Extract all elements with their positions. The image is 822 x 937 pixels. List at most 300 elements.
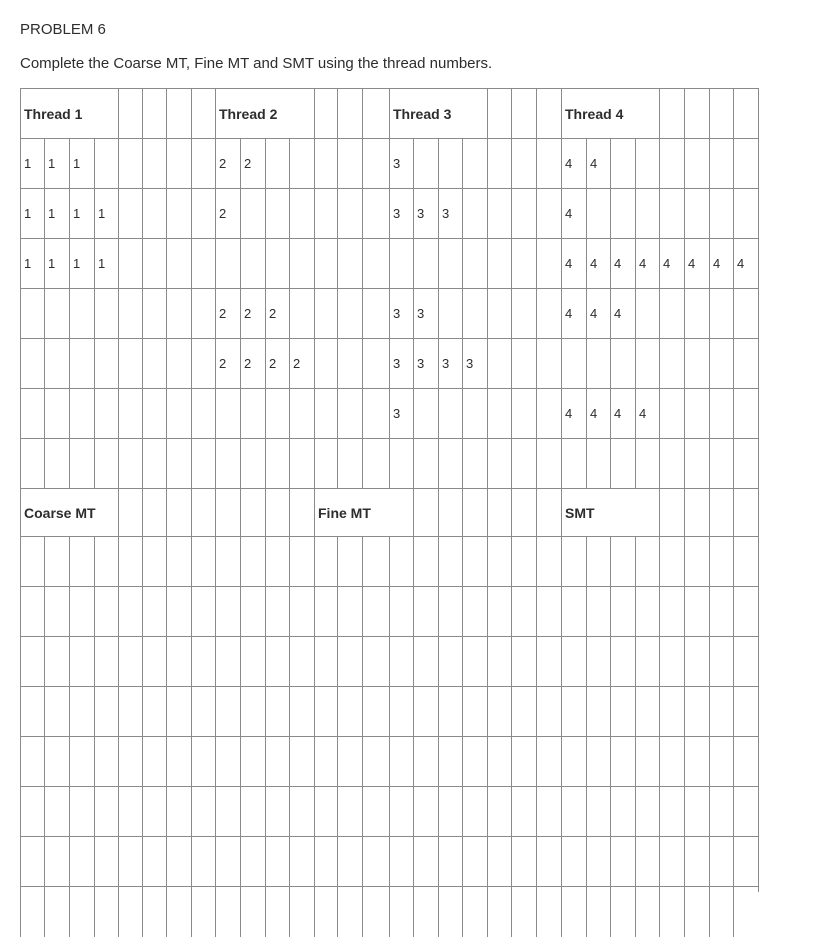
thread-number: 1 (73, 156, 81, 171)
answer-cell[interactable] (487, 686, 512, 737)
answer-cell[interactable] (314, 836, 338, 887)
answer-cell[interactable] (166, 836, 192, 887)
table-cell (289, 338, 315, 389)
answer-cell[interactable] (94, 636, 119, 687)
answer-cell[interactable] (289, 736, 315, 787)
table-cell (487, 338, 512, 389)
answer-cell[interactable] (314, 736, 338, 787)
answer-cell[interactable] (733, 836, 759, 887)
answer-cell[interactable] (610, 586, 636, 637)
answer-cell[interactable] (69, 786, 95, 837)
answer-cell[interactable] (289, 686, 315, 737)
answer-cell[interactable] (337, 736, 363, 787)
answer-cell[interactable] (69, 736, 95, 787)
table-cell (487, 388, 512, 439)
table-cell (438, 338, 463, 389)
answer-cell[interactable] (536, 786, 562, 837)
answer-cell[interactable] (265, 686, 290, 737)
answer-cell[interactable] (337, 686, 363, 737)
answer-cell[interactable] (215, 786, 241, 837)
answer-cell[interactable] (362, 836, 390, 887)
answer-cell[interactable] (684, 586, 710, 637)
answer-cell[interactable] (240, 786, 266, 837)
answer-cell[interactable] (536, 686, 562, 737)
thread-number: 2 (219, 356, 227, 371)
table-cell (94, 138, 119, 189)
answer-cell[interactable] (536, 736, 562, 787)
answer-cell[interactable] (142, 786, 167, 837)
answer-cell[interactable] (362, 786, 390, 837)
answer-cell[interactable] (289, 836, 315, 887)
answer-cell[interactable] (166, 586, 192, 637)
answer-cell[interactable] (511, 836, 537, 887)
table-cell (413, 438, 439, 489)
answer-cell[interactable] (511, 586, 537, 637)
table-cell (511, 188, 537, 239)
answer-cell[interactable] (166, 636, 192, 687)
answer-cell[interactable] (314, 586, 338, 637)
header-label: Thread 1 (24, 106, 83, 122)
answer-cell[interactable] (314, 536, 338, 587)
answer-cell[interactable] (462, 586, 488, 637)
answer-cell[interactable] (684, 636, 710, 687)
table-cell (733, 188, 759, 239)
answer-cell[interactable] (709, 786, 734, 837)
answer-cell[interactable] (438, 636, 463, 687)
answer-cell[interactable] (142, 686, 167, 737)
answer-cell[interactable] (684, 786, 710, 837)
answer-cell[interactable] (240, 836, 266, 887)
answer-cell[interactable] (118, 836, 143, 887)
answer-cell[interactable] (413, 536, 439, 587)
answer-cell[interactable] (289, 586, 315, 637)
answer-cell[interactable] (215, 886, 241, 937)
answer-cell[interactable] (20, 736, 45, 787)
answer-cell[interactable] (511, 536, 537, 587)
answer-cell[interactable] (413, 836, 439, 887)
table-cell (389, 188, 414, 239)
answer-cell[interactable] (142, 836, 167, 887)
answer-cell[interactable] (191, 586, 216, 637)
thread-number: 4 (663, 256, 671, 271)
answer-cell[interactable] (94, 836, 119, 887)
grid-cell (659, 488, 685, 537)
answer-cell[interactable] (215, 836, 241, 887)
answer-cell[interactable] (265, 586, 290, 637)
answer-cell[interactable] (362, 586, 390, 637)
answer-cell[interactable] (389, 686, 414, 737)
answer-cell[interactable] (610, 836, 636, 887)
answer-cell[interactable] (94, 536, 119, 587)
answer-cell[interactable] (142, 636, 167, 687)
answer-cell[interactable] (462, 886, 488, 937)
answer-cell[interactable] (191, 736, 216, 787)
table-cell (337, 438, 363, 489)
table-cell (487, 288, 512, 339)
answer-cell[interactable] (142, 886, 167, 937)
answer-cell[interactable] (561, 736, 587, 787)
answer-cell[interactable] (240, 686, 266, 737)
answer-cell[interactable] (586, 636, 611, 687)
table-cell (191, 138, 216, 189)
answer-cell[interactable] (586, 536, 611, 587)
answer-cell[interactable] (462, 686, 488, 737)
thread-number: 1 (48, 256, 56, 271)
answer-cell[interactable] (487, 736, 512, 787)
answer-cell[interactable] (265, 836, 290, 887)
answer-cell[interactable] (215, 636, 241, 687)
answer-cell[interactable] (362, 886, 390, 937)
answer-cell[interactable] (635, 686, 660, 737)
table-cell (142, 388, 167, 439)
table-cell (733, 238, 759, 289)
answer-cell[interactable] (118, 886, 143, 937)
answer-cell[interactable] (561, 786, 587, 837)
header-label: Thread 3 (393, 106, 452, 122)
answer-cell[interactable] (191, 686, 216, 737)
table-cell (118, 238, 143, 289)
answer-cell[interactable] (20, 686, 45, 737)
table-cell (684, 188, 710, 239)
answer-cell[interactable] (635, 786, 660, 837)
grid-cell (191, 88, 216, 139)
answer-cell[interactable] (487, 886, 512, 937)
thread-number: 2 (219, 306, 227, 321)
answer-cell[interactable] (635, 536, 660, 587)
answer-cell[interactable] (635, 836, 660, 887)
answer-cell[interactable] (561, 686, 587, 737)
answer-cell[interactable] (215, 686, 241, 737)
answer-cell[interactable] (265, 886, 290, 937)
answer-cell[interactable] (265, 636, 290, 687)
answer-cell[interactable] (118, 736, 143, 787)
answer-cell[interactable] (191, 886, 216, 937)
answer-cell[interactable] (413, 586, 439, 637)
table-cell (240, 438, 266, 489)
answer-cell[interactable] (362, 636, 390, 687)
answer-cell[interactable] (240, 736, 266, 787)
answer-cell[interactable] (362, 686, 390, 737)
answer-cell[interactable] (20, 586, 45, 637)
table-cell (511, 388, 537, 439)
answer-cell[interactable] (191, 836, 216, 887)
thread-number: 3 (442, 356, 450, 371)
answer-cell[interactable] (20, 886, 45, 937)
answer-cell[interactable] (20, 636, 45, 687)
answer-cell[interactable] (635, 586, 660, 637)
answer-cell[interactable] (413, 686, 439, 737)
answer-cell[interactable] (709, 736, 734, 787)
answer-cell[interactable] (659, 836, 685, 887)
answer-cell[interactable] (438, 736, 463, 787)
answer-cell[interactable] (586, 736, 611, 787)
answer-cell[interactable] (389, 786, 414, 837)
answer-cell[interactable] (215, 736, 241, 787)
table-cell (20, 238, 45, 289)
answer-cell[interactable] (289, 636, 315, 687)
answer-cell[interactable] (20, 836, 45, 887)
answer-cell[interactable] (20, 786, 45, 837)
answer-cell[interactable] (462, 836, 488, 887)
answer-cell[interactable] (659, 786, 685, 837)
answer-cell[interactable] (438, 686, 463, 737)
table-cell (142, 138, 167, 189)
thread-number: 2 (269, 306, 277, 321)
answer-cell[interactable] (191, 536, 216, 587)
answer-cell[interactable] (684, 836, 710, 887)
table-cell (314, 338, 338, 389)
answer-cell[interactable] (44, 836, 70, 887)
answer-cell[interactable] (610, 686, 636, 737)
answer-cell[interactable] (487, 586, 512, 637)
answer-cell[interactable] (191, 786, 216, 837)
answer-cell[interactable] (314, 886, 338, 937)
answer-cell[interactable] (362, 736, 390, 787)
answer-cell[interactable] (511, 636, 537, 687)
answer-cell[interactable] (733, 786, 759, 837)
answer-cell[interactable] (733, 686, 759, 737)
answer-cell[interactable] (94, 786, 119, 837)
answer-cell[interactable] (610, 636, 636, 687)
answer-cell[interactable] (659, 886, 685, 937)
answer-cell[interactable] (733, 586, 759, 637)
answer-cell[interactable] (240, 536, 266, 587)
table-cell (684, 438, 710, 489)
answer-cell[interactable] (586, 836, 611, 887)
answer-cell[interactable] (94, 586, 119, 637)
answer-cell[interactable] (44, 736, 70, 787)
answer-cell[interactable] (684, 686, 710, 737)
answer-cell[interactable] (166, 886, 192, 937)
table-cell (265, 238, 290, 289)
table-cell (362, 138, 390, 189)
answer-cell[interactable] (438, 586, 463, 637)
answer-cell[interactable] (438, 786, 463, 837)
answer-cell[interactable] (389, 736, 414, 787)
answer-cell[interactable] (265, 536, 290, 587)
answer-cell[interactable] (511, 786, 537, 837)
answer-cell[interactable] (709, 536, 734, 587)
answer-cell[interactable] (337, 886, 363, 937)
answer-cell[interactable] (142, 586, 167, 637)
answer-cell[interactable] (586, 586, 611, 637)
answer-cell[interactable] (265, 786, 290, 837)
header-label: SMT (565, 505, 595, 521)
answer-cell[interactable] (289, 536, 315, 587)
answer-cell[interactable] (337, 586, 363, 637)
answer-cell[interactable] (215, 536, 241, 587)
answer-cell[interactable] (118, 686, 143, 737)
answer-cell[interactable] (337, 786, 363, 837)
answer-cell[interactable] (389, 836, 414, 887)
table-cell (438, 288, 463, 339)
answer-cell[interactable] (684, 736, 710, 787)
answer-cell[interactable] (337, 836, 363, 887)
answer-cell[interactable] (20, 536, 45, 587)
answer-cell[interactable] (389, 886, 414, 937)
answer-cell[interactable] (314, 636, 338, 687)
answer-cell[interactable] (289, 886, 315, 937)
answer-cell[interactable] (166, 536, 192, 587)
header-label: Thread 4 (565, 106, 624, 122)
answer-cell[interactable] (536, 836, 562, 887)
grid-cell (462, 488, 488, 537)
table-cell (191, 188, 216, 239)
answer-cell[interactable] (240, 586, 266, 637)
answer-cell[interactable] (44, 636, 70, 687)
table-cell (289, 138, 315, 189)
answer-cell[interactable] (69, 586, 95, 637)
answer-cell[interactable] (337, 636, 363, 687)
table-cell (142, 288, 167, 339)
answer-cell[interactable] (69, 836, 95, 887)
answer-cell[interactable] (94, 686, 119, 737)
answer-cell[interactable] (118, 786, 143, 837)
answer-cell[interactable] (462, 786, 488, 837)
table-cell (733, 438, 759, 489)
answer-cell[interactable] (659, 736, 685, 787)
answer-cell[interactable] (362, 536, 390, 587)
table-cell (536, 438, 562, 489)
table-cell (462, 388, 488, 439)
answer-cell[interactable] (610, 786, 636, 837)
answer-cell[interactable] (635, 636, 660, 687)
answer-cell[interactable] (69, 886, 95, 937)
header-cell (20, 488, 119, 537)
answer-cell[interactable] (536, 636, 562, 687)
answer-cell[interactable] (561, 586, 587, 637)
answer-cell[interactable] (314, 786, 338, 837)
answer-cell[interactable] (191, 636, 216, 687)
answer-cell[interactable] (684, 886, 710, 937)
answer-cell[interactable] (462, 636, 488, 687)
answer-cell[interactable] (389, 536, 414, 587)
answer-cell[interactable] (94, 886, 119, 937)
answer-cell[interactable] (561, 636, 587, 687)
answer-cell[interactable] (69, 686, 95, 737)
answer-cell[interactable] (462, 536, 488, 587)
answer-cell[interactable] (289, 786, 315, 837)
answer-cell[interactable] (337, 536, 363, 587)
answer-cell[interactable] (709, 886, 734, 937)
answer-cell[interactable] (610, 736, 636, 787)
thread-number: 4 (639, 406, 647, 421)
answer-cell[interactable] (709, 636, 734, 687)
answer-cell[interactable] (586, 886, 611, 937)
answer-cell[interactable] (733, 736, 759, 787)
answer-cell[interactable] (240, 886, 266, 937)
answer-cell[interactable] (413, 786, 439, 837)
answer-cell[interactable] (166, 736, 192, 787)
answer-cell[interactable] (438, 536, 463, 587)
answer-cell[interactable] (314, 686, 338, 737)
answer-cell[interactable] (536, 536, 562, 587)
answer-cell[interactable] (561, 836, 587, 887)
answer-cell[interactable] (487, 836, 512, 887)
answer-cell[interactable] (142, 536, 167, 587)
answer-cell[interactable] (709, 586, 734, 637)
table-cell (240, 188, 266, 239)
answer-cell[interactable] (635, 736, 660, 787)
answer-cell[interactable] (265, 736, 290, 787)
answer-cell[interactable] (586, 786, 611, 837)
answer-cell[interactable] (69, 536, 95, 587)
table-cell (462, 238, 488, 289)
answer-cell[interactable] (561, 886, 587, 937)
answer-cell[interactable] (389, 586, 414, 637)
answer-cell[interactable] (69, 636, 95, 687)
answer-cell[interactable] (709, 686, 734, 737)
answer-cell[interactable] (118, 536, 143, 587)
answer-cell[interactable] (438, 886, 463, 937)
answer-cell[interactable] (511, 736, 537, 787)
answer-cell[interactable] (659, 536, 685, 587)
table-cell (337, 338, 363, 389)
answer-cell[interactable] (610, 886, 636, 937)
answer-cell[interactable] (511, 686, 537, 737)
table-cell (337, 138, 363, 189)
grid-cell (191, 488, 216, 537)
answer-cell[interactable] (118, 636, 143, 687)
answer-cell[interactable] (561, 536, 587, 587)
answer-cell[interactable] (142, 736, 167, 787)
answer-cell[interactable] (511, 886, 537, 937)
answer-cell[interactable] (44, 586, 70, 637)
answer-cell[interactable] (44, 786, 70, 837)
answer-cell[interactable] (413, 886, 439, 937)
answer-cell[interactable] (44, 686, 70, 737)
answer-cell[interactable] (413, 736, 439, 787)
answer-cell[interactable] (413, 636, 439, 687)
answer-cell[interactable] (684, 536, 710, 587)
answer-cell[interactable] (487, 536, 512, 587)
answer-cell[interactable] (389, 636, 414, 687)
answer-cell[interactable] (462, 736, 488, 787)
answer-cell[interactable] (635, 886, 660, 937)
table-cell (536, 138, 562, 189)
answer-cell[interactable] (659, 586, 685, 637)
answer-cell[interactable] (586, 686, 611, 737)
answer-cell[interactable] (733, 536, 759, 587)
answer-cell[interactable] (487, 636, 512, 687)
answer-cell[interactable] (44, 536, 70, 587)
answer-cell[interactable] (733, 636, 759, 687)
table-cell (44, 438, 70, 489)
answer-cell[interactable] (733, 886, 759, 937)
thread-number: 1 (73, 206, 81, 221)
answer-cell[interactable] (215, 586, 241, 637)
answer-cell[interactable] (94, 736, 119, 787)
table-cell (389, 388, 414, 439)
answer-cell[interactable] (709, 836, 734, 887)
answer-cell[interactable] (166, 686, 192, 737)
answer-cell[interactable] (438, 836, 463, 887)
answer-cell[interactable] (536, 586, 562, 637)
table-cell (462, 138, 488, 189)
answer-cell[interactable] (659, 686, 685, 737)
answer-cell[interactable] (240, 636, 266, 687)
answer-cell[interactable] (659, 636, 685, 687)
answer-cell[interactable] (118, 586, 143, 637)
thread-number: 1 (24, 256, 32, 271)
answer-cell[interactable] (44, 886, 70, 937)
answer-cell[interactable] (487, 786, 512, 837)
grid-cell (733, 88, 759, 139)
answer-cell[interactable] (166, 786, 192, 837)
answer-cell[interactable] (610, 536, 636, 587)
table-cell (337, 288, 363, 339)
answer-cell[interactable] (536, 886, 562, 937)
